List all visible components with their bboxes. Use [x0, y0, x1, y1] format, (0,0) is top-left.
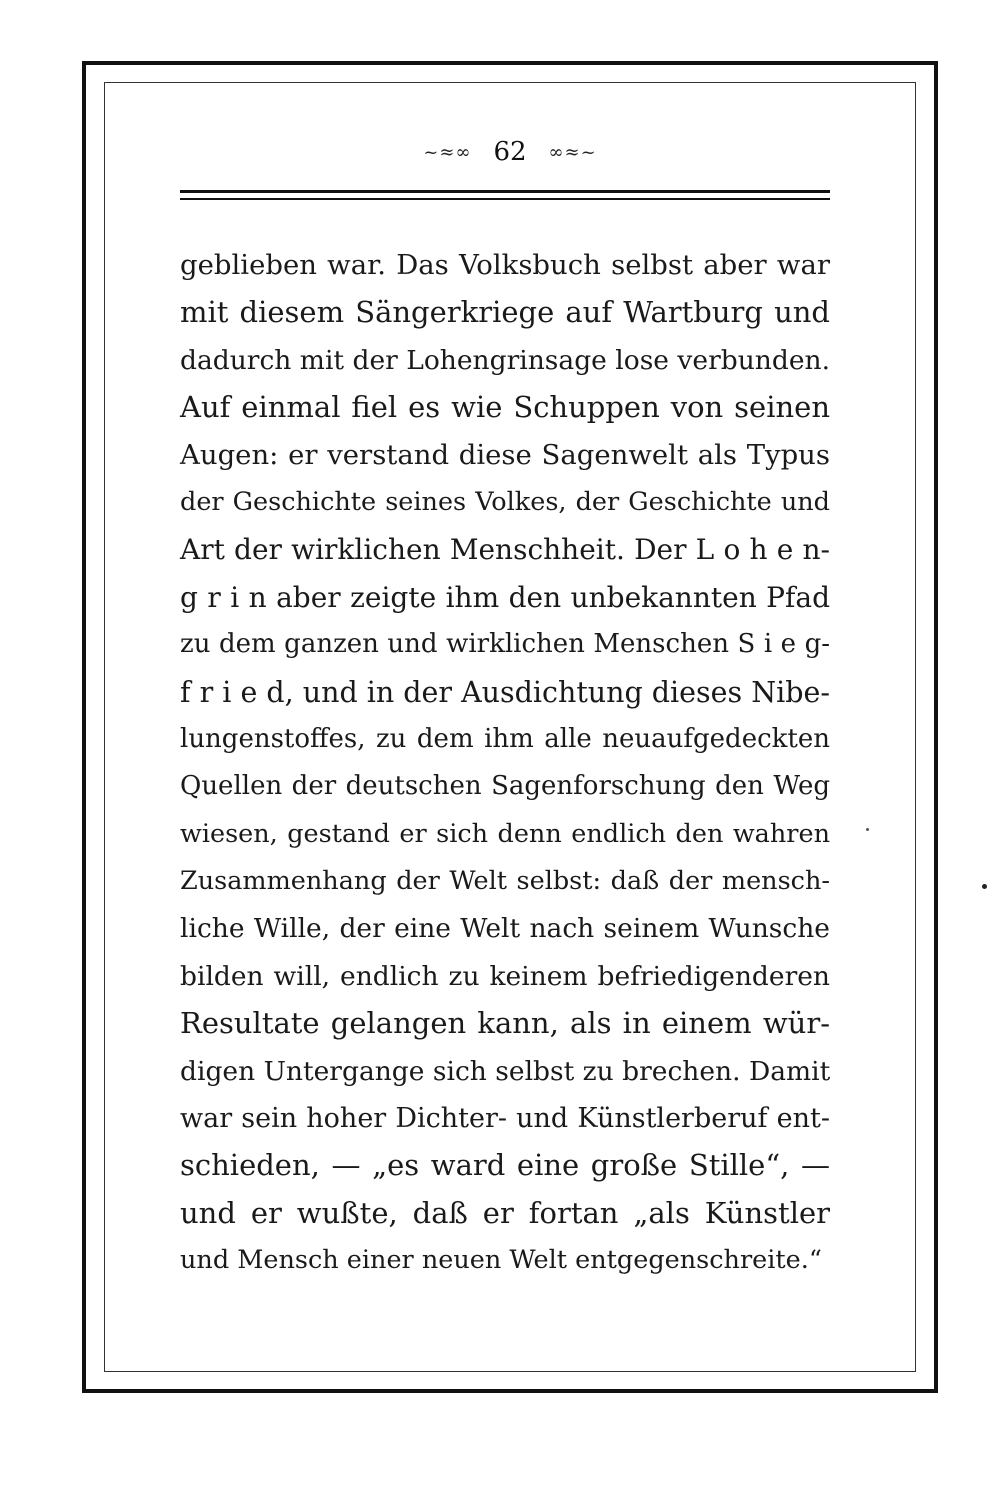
text-line: mit diesem Sängerkriege auf Wartburg und [180, 295, 830, 330]
text-line: wiesen, gestand er sich denn endlich den wahren [180, 818, 830, 849]
header-rule-thin [180, 198, 830, 200]
text-line: f r i e d, und in der Ausdichtung dieses Nibe- [180, 675, 830, 709]
margin-speck [982, 884, 987, 889]
text-line: geblieben war. Das Volksbuch selbst aber war [180, 249, 830, 281]
text-line: liche Wille, der eine Welt nach seinem Wunsche [180, 913, 830, 945]
header-ornament-right: ∞≈~ [548, 141, 597, 163]
text-line: g r i n aber zeigte ihm den unbekannten Pfad [180, 580, 830, 614]
text-line: der Geschichte seines Volkes, der Geschichte und [180, 486, 830, 517]
text-line: bilden will, endlich zu keinem befriedigenderen [180, 960, 830, 992]
text-line: zu dem ganzen und wirklichen Menschen S i e g- [180, 629, 830, 660]
text-line: Augen: er verstand diese Sagenwelt als Typus [180, 438, 830, 471]
text-line: war sein hoher Dichter- und Künstlerberuf ent- [180, 1103, 830, 1135]
text-line-last: und Mensch einer neuen Welt entgegenschreite.“ [180, 1245, 822, 1276]
text-line: schieden, — „es ward eine große Stille“, — [180, 1148, 830, 1183]
text-line: und er wußte, daß er fortan „als Künstler [180, 1195, 830, 1230]
header-ornament-left: ~≈∞ [423, 141, 472, 163]
text-line: Art der wirklichen Menschheit. Der L o h e n- [180, 533, 830, 567]
text-line: Quellen der deutschen Sagenforschung den Weg [180, 771, 830, 802]
text-line: Resultate gelangen kann, als in einem wür- [180, 1006, 830, 1041]
body-text [180, 242, 830, 1285]
text-line: digen Untergange sich selbst zu brechen. Damit [180, 1055, 831, 1087]
page-number: 62 [493, 137, 527, 167]
text-line: Auf einmal fiel es wie Schuppen von seinen [180, 390, 830, 425]
text-line: Zusammenhang der Welt selbst: daß der mensch- [180, 866, 830, 897]
text-line: dadurch mit der Lohengrinsage lose verbunden. [180, 344, 830, 376]
margin-speck [866, 828, 869, 831]
page-header [104, 134, 916, 170]
text-line: lungenstoffes, zu dem ihm alle neuaufgedeckten [180, 723, 830, 754]
header-rule-thick [180, 190, 830, 193]
